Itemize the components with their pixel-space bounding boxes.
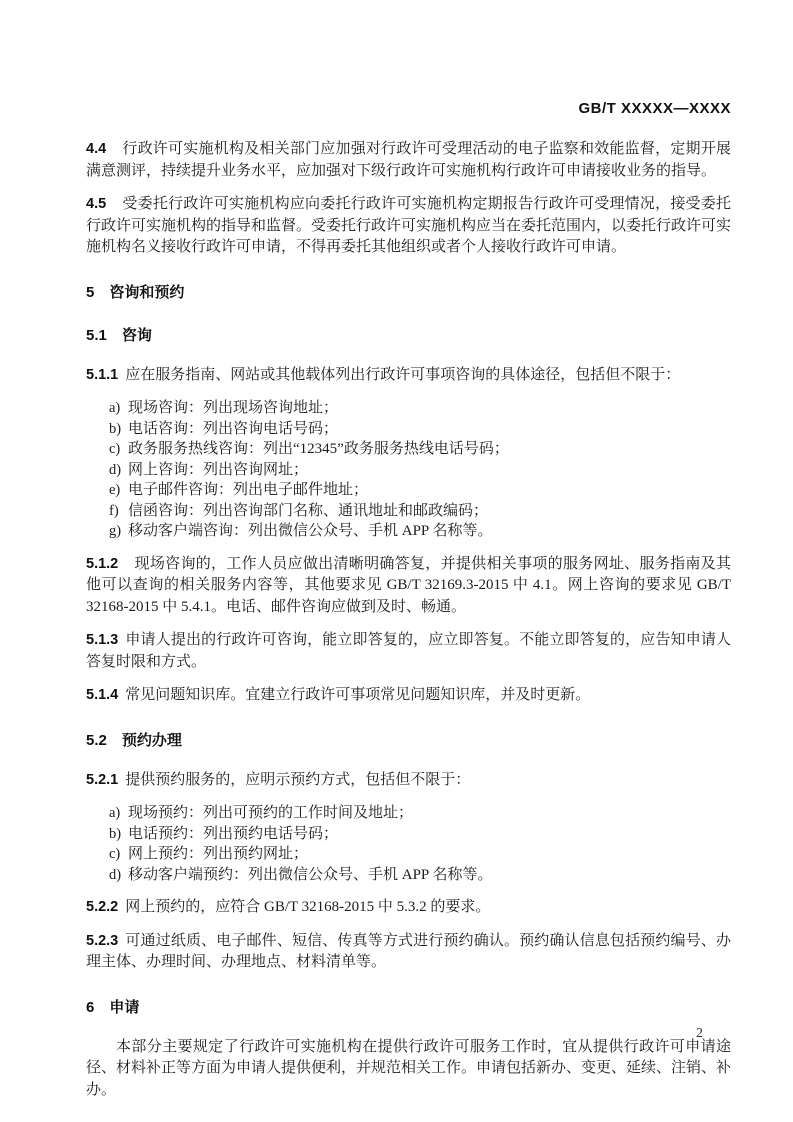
list-item xyxy=(109,803,731,824)
list-item-label: g) xyxy=(109,523,122,539)
list-item-label: e) xyxy=(109,482,121,498)
list-item-label: c) xyxy=(109,846,121,862)
list-item-text: 网上咨询：列出咨询网址； xyxy=(128,461,309,478)
clause-number: 5.2.3 xyxy=(86,932,119,949)
clause-5-2-1 xyxy=(86,770,731,792)
list-item-label: b) xyxy=(109,420,122,437)
list-item xyxy=(109,398,731,419)
section-number: 5.1 xyxy=(86,326,107,344)
consultation-channels-list xyxy=(86,398,731,542)
clause-text: 行政许可实施机构及相关部门应加强对行政许可受理活动的电子监察和效能监督，定期开展满意测评，持续提升业务水平，应加强对下级行政许可实施机构行政许可申请接收业务的指导。 xyxy=(86,141,731,179)
list-item-text: 电子邮件咨询：列出电子邮件地址； xyxy=(128,482,369,498)
list-item xyxy=(109,439,731,460)
clause-5-1-1 xyxy=(86,365,731,387)
list-item xyxy=(109,501,731,522)
section-title: 咨询 xyxy=(121,326,152,344)
clause-5-1-2 xyxy=(86,554,731,619)
section-5-2-heading xyxy=(86,729,731,750)
list-item-text: 电话预约：列出预约电话号码； xyxy=(128,825,339,842)
list-item xyxy=(109,844,731,865)
clause-5-2-2 xyxy=(86,897,731,919)
section-number: 5 xyxy=(86,283,95,301)
clause-number: 4.4 xyxy=(86,141,107,157)
clause-4-4 xyxy=(86,139,731,182)
section-number: 5.2 xyxy=(86,731,107,749)
list-item-text: 现场预约：列出可预约的工作时间及地址； xyxy=(128,805,414,821)
list-item-label: b) xyxy=(109,825,122,842)
list-item xyxy=(109,865,731,886)
list-item xyxy=(109,480,731,501)
list-item-label: d) xyxy=(109,866,122,883)
list-item xyxy=(109,460,731,481)
clause-number: 5.1.2 xyxy=(86,555,119,572)
clause-text: 提供预约服务的，应明示预约方式，包括但不限于： xyxy=(125,771,471,788)
clause-number: 5.1.3 xyxy=(86,632,119,648)
clause-5-1-3 xyxy=(86,630,731,673)
clause-number: 4.5 xyxy=(86,196,107,212)
section-6-intro-paragraph: 本部分主要规定了行政许可实施机构在提供行政许可服务工作时，宜从提供行政许可申请途径、材料补正等方面为申请人提供便利，并规范相关工作。申请包括新办、变更、延续、注销、补办。 xyxy=(86,1038,732,1098)
list-item-label: a) xyxy=(109,400,121,416)
clause-5-1-4 xyxy=(86,685,731,707)
section-title: 预约办理 xyxy=(121,731,182,749)
list-item-text: 政务服务热线咨询：列出“12345”政务服务热线电话号码； xyxy=(128,441,509,457)
clause-4-5 xyxy=(86,194,731,259)
clause-number: 5.1.4 xyxy=(86,687,119,703)
clause-text: 网上预约的，应符合 GB/T 32168-2015 中 5.3.2 的要求。 xyxy=(125,899,491,915)
list-item-text: 信函咨询：列出咨询部门名称、通讯地址和邮政编码； xyxy=(128,502,489,519)
list-item-text: 电话咨询：列出咨询电话号码； xyxy=(128,420,339,437)
section-5-1-heading xyxy=(86,324,731,345)
list-item xyxy=(109,419,731,440)
section-title: 申请 xyxy=(109,998,140,1016)
list-item-label: c) xyxy=(109,441,121,457)
section-6-heading xyxy=(86,996,731,1017)
clause-number: 5.2.2 xyxy=(86,899,119,915)
list-item-text: 现场咨询：列出现场咨询地址； xyxy=(128,400,339,416)
reservation-channels-list xyxy=(86,803,731,885)
clause-text: 应在服务指南、网站或其他载体列出行政许可事项咨询的具体途径，包括但不限于： xyxy=(125,366,681,383)
section-number: 6 xyxy=(86,998,95,1016)
page-number: 2 xyxy=(696,1026,703,1041)
list-item xyxy=(109,824,731,845)
section-5-heading xyxy=(86,281,731,302)
clause-5-2-3 xyxy=(86,931,731,974)
clause-text: 可通过纸质、电子邮件、短信、传真等方式进行预约确认。预约确认信息包括预约编号、办理主体、办理时间、办理地点、材料清单等。 xyxy=(86,932,731,970)
clause-text: 受委托行政许可实施机构应向委托行政许可实施机构定期报告行政许可受理情况，接受委托行政许可实施机构的指导和监督。受委托行政许可实施机构应当在委托范围内，以委托行政许可实施机构名义接收行政许可申请，不得再委托其他组织或者个人接收行政许可申请。 xyxy=(86,196,732,255)
clause-number: 5.2.1 xyxy=(86,771,119,788)
clause-text: 现场咨询的，工作人员应做出清晰明确答复，并提供相关事项的服务网址、服务指南及其他可以查询的相关服务内容等，其他要求见 GB/T 32169.3-2015 中 4.1。网上咨询的要求见 GB/T 32168-2015 中 5.4.1。电话、邮件咨询应做到及时、畅通。 xyxy=(86,555,731,615)
list-item-text: 移动客户端咨询：列出微信公众号、手机 APP 名称等。 xyxy=(128,523,493,539)
doc-code-header: GB/T XXXXX—XXXX xyxy=(578,100,731,117)
list-item-text: 网上预约：列出预约网址； xyxy=(128,846,309,862)
list-item-label: d) xyxy=(109,461,122,478)
list-item-text: 移动客户端预约：列出微信公众号、手机 APP 名称等。 xyxy=(128,866,493,883)
clause-text: 常见问题知识库。宜建立行政许可事项常见问题知识库，并及时更新。 xyxy=(125,687,591,703)
list-item-label: a) xyxy=(109,805,121,821)
clause-text: 申请人提出的行政许可咨询，能立即答复的，应立即答复。不能立即答复的，应告知申请人答复时限和方式。 xyxy=(86,632,731,670)
list-item xyxy=(109,521,731,542)
section-title: 咨询和预约 xyxy=(109,283,185,301)
list-item-label: f) xyxy=(109,502,119,519)
clause-number: 5.1.1 xyxy=(86,366,119,383)
